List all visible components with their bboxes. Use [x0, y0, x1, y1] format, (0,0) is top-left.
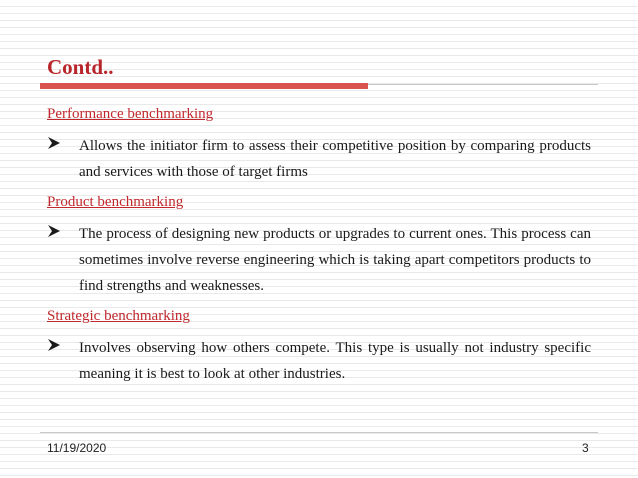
slide-title: Contd.. [47, 55, 114, 79]
bullet-text: The process of designing new products or upgrades to current ones. This process can sometimes involve reverse engineering which is taking apart competitors products to find strengths and weaknesses. [79, 226, 591, 294]
section-heading-strategic: Strategic benchmarking [47, 308, 190, 324]
section-heading-product: Product benchmarking [47, 194, 184, 210]
arrow-right-icon [47, 338, 61, 352]
section-heading-performance: Performance benchmarking [47, 106, 214, 122]
footer-divider [40, 432, 598, 433]
bullet-item [47, 335, 591, 387]
slide-content [47, 104, 591, 394]
footer-date: 11/19/2020 [47, 441, 107, 455]
title-accent-bar [40, 83, 368, 89]
bullet-text: Allows the initiator firm to assess their competitive position by comparing products and services with those of target firms [79, 138, 591, 180]
arrow-right-icon [47, 224, 61, 238]
page-number: 3 [582, 441, 589, 455]
bullet-text: Involves observing how others compete. This type is usually not industry specific meaning it is best to look at other industries. [79, 340, 591, 382]
arrow-right-icon [47, 136, 61, 150]
bullet-item [47, 221, 591, 299]
bullet-item [47, 133, 591, 185]
